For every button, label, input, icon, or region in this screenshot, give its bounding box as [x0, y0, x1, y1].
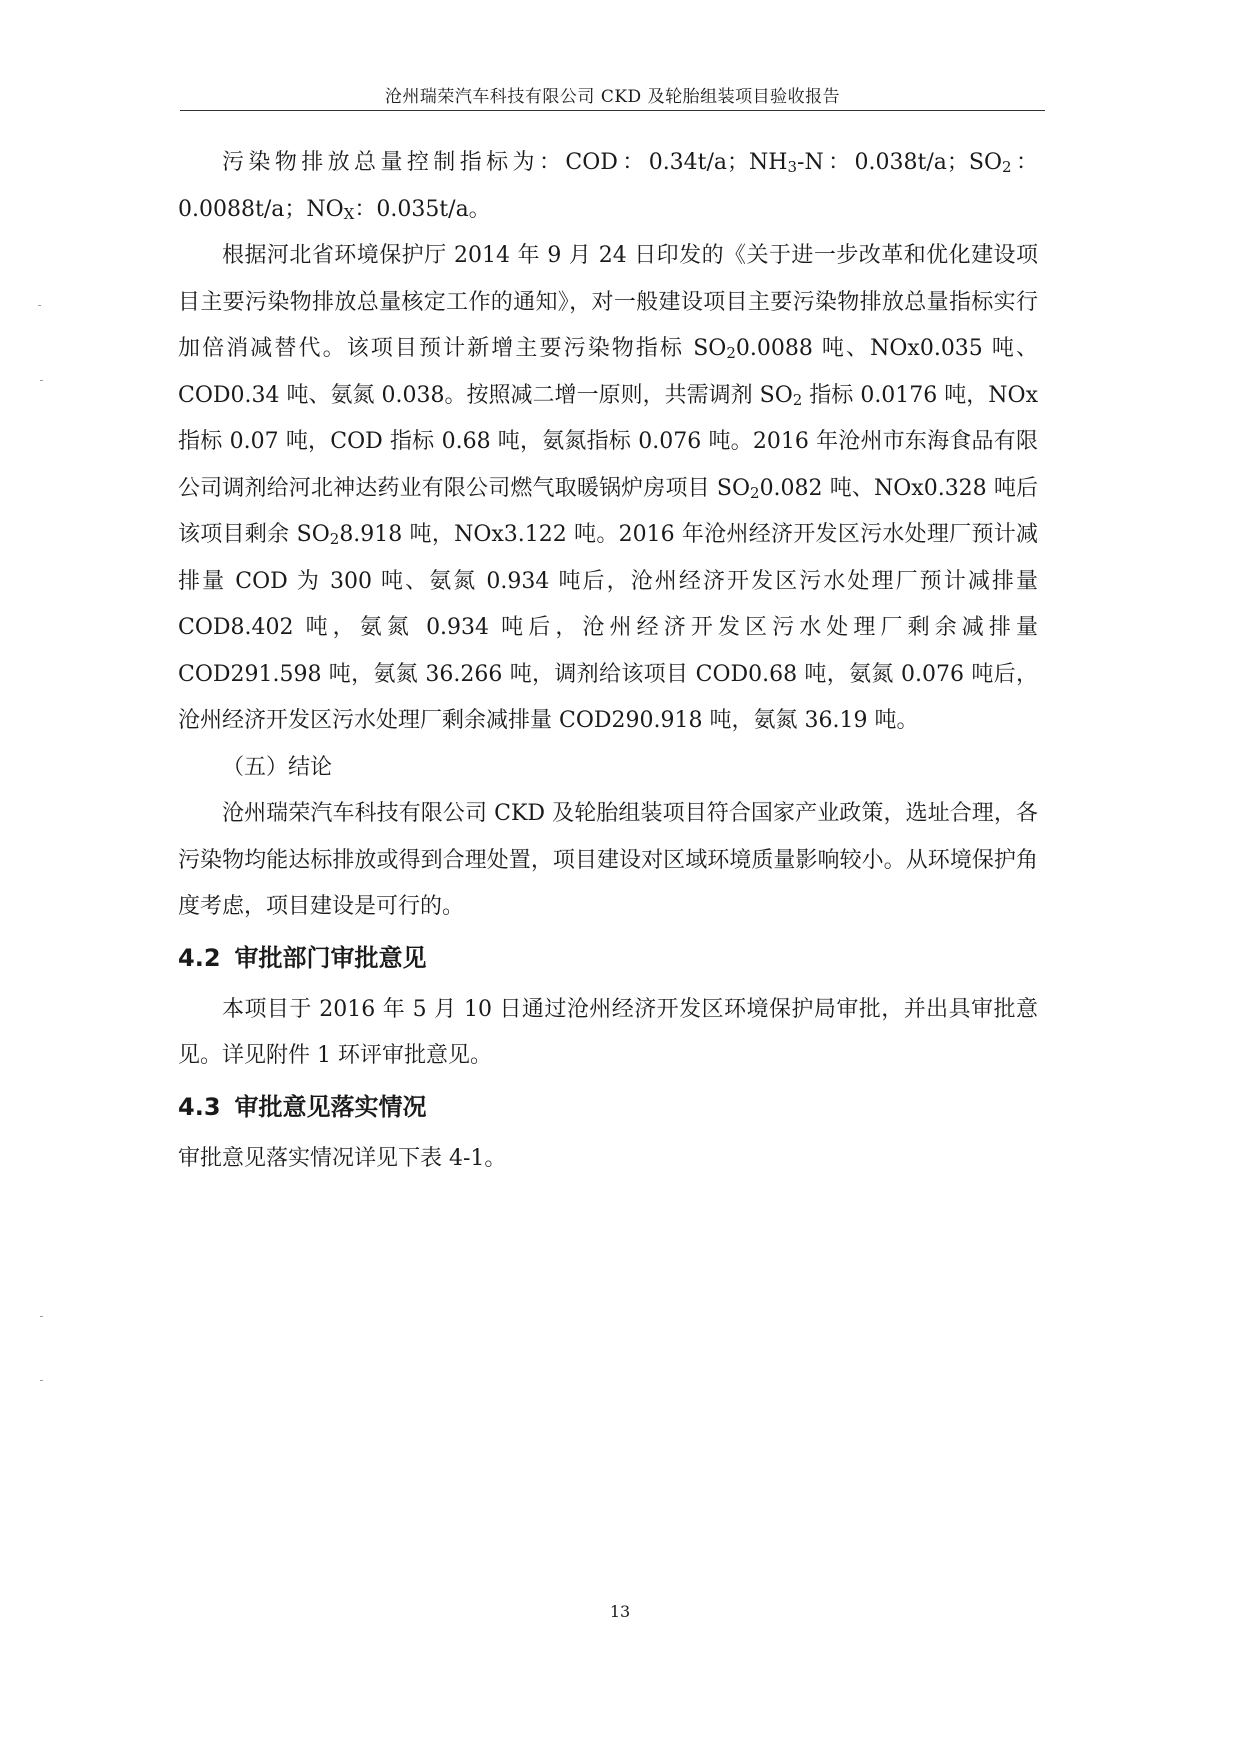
page-number: 13: [609, 1602, 631, 1621]
paragraph-emission-limits: 污染物排放总量控制指标为：COD：0.34t/a；$NH_3-N$：0.038t/a；$SO_2$：0.0088t/a；$NO_X$：0.035t/a。: [178, 150, 1038, 223]
section-heading-4-3: 4.3 审批意见落实情况: [178, 1092, 427, 1121]
paragraph-total-quantity-control: 根据河北省环境保护厅 2014 年 9 月 24 日印发的《关于进一步改革和优化建设项目主要污染物排放总量核定工作的通知》，对一般建设项目主要污染物排放总量指标实行加倍消减替代。该项目预计新增主要污染物指标 $SO_20.0088$ 吨、NOx0.035 吨、COD0.34 吨、氨氮 0.038。按照减二增一原则，共需调剂 $SO_2$ 指标 0.0176 吨，NOx 指标 0.07 吨，COD 指标 0.68 吨，氨氮指标 0.076 吨。2016 年沧州市东海食品有限公司调剂给河北神达药业有限公司燃气取暖锅炉房项目 $SO_20.082$ 吨、NOx0.328 吨后该项目剩余 $SO_28.918$ 吨，NOx3.122 吨。2016 年沧州经济开发区污水处理厂预计减排量 COD 为 300 吨、氨氮 0.934 吨后，沧州经济开发区污水处理厂预计减排量 COD8.402 吨，氨氮 0.934 吨后，沧州经济开发区污水处理厂剩余减排量 COD291.598 吨，氨氮 36.266 吨，调剂给该项目 COD0.68 吨，氨氮 0.076 吨后，沧州经济开发区污水处理厂剩余减排量 COD290.918 吨，氨氮 36.19 吨。: [178, 243, 1039, 733]
paragraph-conclusion: 沧州瑞荣汽车科技有限公司 CKD 及轮胎组装项目符合国家产业政策，选址合理，各污染物均能达标排放或得到合理处置，项目建设对区域环境质量影响较小。从环境保护角度考虑，项目建设是可行的。: [178, 801, 1038, 919]
page-header-title: 沧州瑞荣汽车科技有限公司 CKD 及轮胎组装项目验收报告: [384, 87, 841, 107]
subheading-conclusion: （五）结论: [222, 754, 333, 780]
header-divider: [180, 110, 1045, 111]
document-body: [178, 140, 1038, 1182]
paragraph-approval: 本项目于 2016 年 5 月 10 日通过沧州经济开发区环境保护局审批，并出具审批意见。详见附件 1 环评审批意见。: [178, 996, 1038, 1068]
scan-speck: [38, 305, 41, 306]
section-heading-4-2: 4.2 审批部门审批意见: [178, 943, 427, 972]
paragraph-implementation: 审批意见落实情况详见下表 4-1。: [178, 1145, 507, 1171]
scan-speck: [40, 1316, 43, 1317]
scan-speck: [40, 380, 43, 381]
scan-speck: [40, 1380, 43, 1381]
